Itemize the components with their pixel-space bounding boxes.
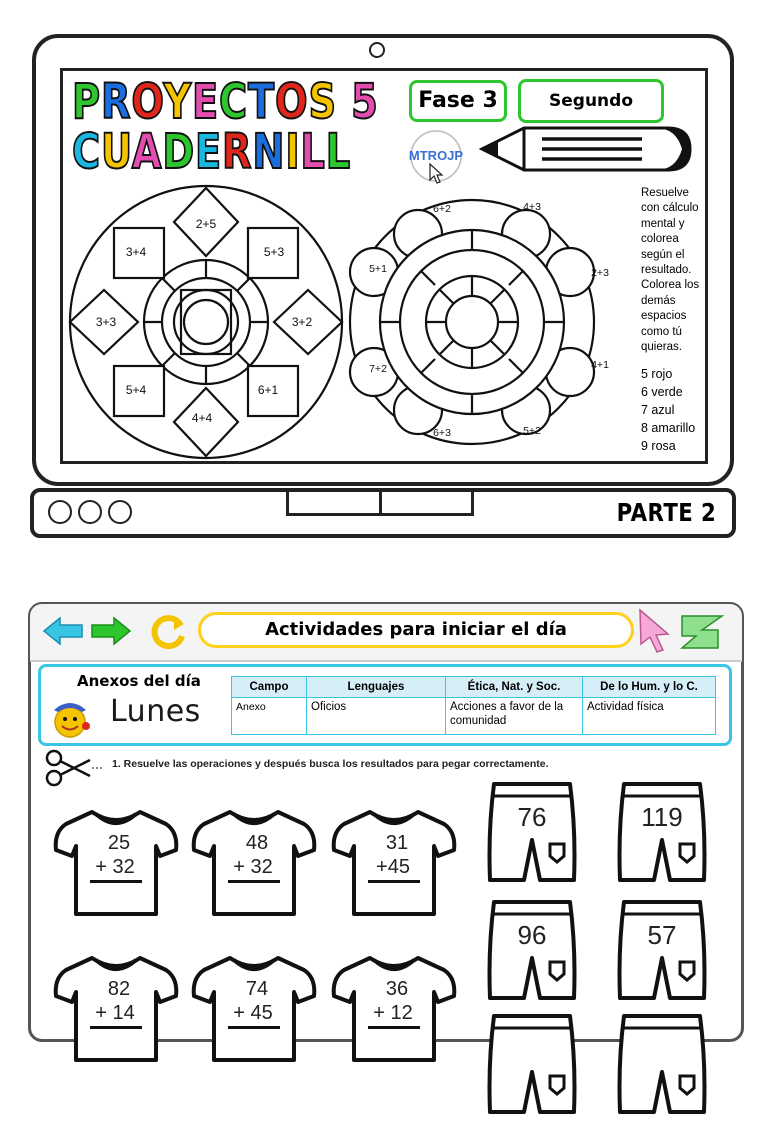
table-cell: Anexo [232, 698, 307, 735]
shirt-card [52, 952, 180, 1064]
mtrojp-logo-text: MTROJP [408, 148, 464, 163]
shorts-card [614, 780, 710, 884]
mandala-operation: 3+3 [95, 315, 117, 329]
mandala-operation: 4+1 [591, 359, 609, 371]
addend-bottom: +45 [376, 856, 410, 878]
color-key-item: 9 rosa [641, 439, 676, 453]
instruction-line: colorea [641, 233, 679, 246]
resize-icon[interactable] [678, 612, 726, 652]
color-key-item: 8 amarillo [641, 421, 696, 435]
fase-badge: Fase 3 [409, 80, 507, 122]
mandala-operation: 5+3 [263, 245, 285, 259]
shorts-card [614, 898, 710, 1002]
day-label: Lunes [110, 694, 201, 729]
table-header: Campo [232, 677, 307, 698]
addend-bottom: + 32 [233, 856, 273, 878]
instruction-line: Resuelve [641, 187, 689, 199]
addend-top: 74 [245, 978, 269, 1000]
title-line-1: PROYECTOS 5 [72, 74, 379, 130]
addend-top: 82 [107, 978, 131, 1000]
mandala-operation: 2+5 [195, 217, 217, 231]
addend-bottom: + 14 [95, 1002, 135, 1024]
smiley-icon [48, 696, 96, 738]
mandala-operation: 5+2 [523, 425, 541, 437]
grado-badge: Segundo [518, 79, 664, 123]
instruction-line: Colorea los [641, 279, 700, 292]
color-key-item: 5 rojo [641, 367, 673, 381]
table-header-row [232, 677, 716, 698]
camera-icon [369, 42, 385, 58]
pencil-icon [476, 124, 694, 174]
table-cell: Actividad física [583, 698, 716, 735]
mandala-operation: 6+3 [433, 427, 451, 439]
sum-line [228, 1026, 280, 1029]
addend-bottom: + 12 [373, 1002, 413, 1024]
sum-line [368, 880, 420, 883]
instruction-line: resultado. [641, 264, 692, 277]
addend-bottom: + 45 [233, 1002, 273, 1024]
instruction-line: según el [641, 248, 685, 261]
addend-top: 48 [245, 832, 269, 854]
instruction-line: demás [641, 294, 676, 307]
parte-label: PARTE 2 [616, 498, 716, 527]
mandala-right [350, 200, 594, 444]
shorts-card [484, 898, 580, 1002]
circle-icon [48, 500, 72, 524]
table-row [232, 698, 716, 735]
sum-line [228, 880, 280, 883]
instruction-line: como tú [641, 325, 682, 338]
instructions-text [641, 186, 707, 355]
nav-arrows-icon[interactable] [42, 612, 134, 650]
circle-icon [108, 500, 132, 524]
addend-top: 36 [385, 978, 409, 1000]
title-line-2: CUADERNILL [72, 124, 351, 180]
mandala-operation: 5+4 [125, 383, 147, 397]
table-cell: Acciones a favor de la comunidad [446, 698, 583, 735]
circle-icon [78, 500, 102, 524]
mandala-operation: 7+2 [369, 363, 387, 375]
result-number: 57 [647, 920, 677, 950]
mandala-operation: 3+2 [291, 315, 313, 329]
mandala-operation: 3+4 [125, 245, 147, 259]
shirt-card [190, 952, 318, 1064]
sum-line [90, 880, 142, 883]
table-header: Ética, Nat. y Soc. [446, 677, 583, 698]
mandala-operation: 4+4 [191, 411, 213, 425]
table-header: De lo Hum. y lo C. [583, 677, 716, 698]
activities-title: Actividades para iniciar el día [198, 612, 634, 648]
shorts-card [484, 780, 580, 884]
instruction-line: con cálculo [641, 202, 699, 215]
shorts-card [484, 1012, 580, 1116]
sum-line [90, 1026, 142, 1029]
shirt-card [330, 952, 458, 1064]
result-number: 96 [517, 920, 547, 950]
color-key [641, 365, 695, 455]
mandala-operation: 6+2 [433, 203, 451, 215]
instruction-line: espacios [641, 310, 687, 323]
shirt-card [52, 806, 180, 918]
anexos-title: Anexos del día [77, 672, 201, 690]
laptop-hinge-divider [379, 488, 382, 515]
shirt-card [330, 806, 458, 918]
color-key-item: 7 azul [641, 403, 675, 417]
addend-top: 25 [107, 832, 131, 854]
result-number: 119 [641, 802, 683, 832]
exercise-instruction: 1. Resuelve las operaciones y después busca los resultados para pegar correctamente. [112, 758, 549, 770]
addend-bottom: + 32 [95, 856, 135, 878]
sum-line [368, 1026, 420, 1029]
addend-top: 31 [385, 832, 409, 854]
mandala-operation: 5+1 [369, 263, 387, 275]
instruction-line: quieras. [641, 341, 682, 354]
refresh-icon[interactable] [148, 612, 188, 652]
mandala-operation: 2+3 [591, 267, 609, 279]
shirt-card [190, 806, 318, 918]
mandala-operation: 6+1 [257, 383, 279, 397]
mandala-operation: 4+3 [523, 201, 541, 213]
instruction-line: mental y [641, 217, 685, 230]
table-header: Lenguajes [307, 677, 446, 698]
anexos-table [231, 676, 716, 735]
scissors-icon [44, 748, 104, 788]
color-key-item: 6 verde [641, 385, 683, 399]
cursor-icon[interactable] [636, 608, 672, 654]
mandalas [60, 176, 640, 464]
table-cell: Oficios [307, 698, 446, 735]
shorts-card [614, 1012, 710, 1116]
result-number: 76 [517, 802, 547, 832]
